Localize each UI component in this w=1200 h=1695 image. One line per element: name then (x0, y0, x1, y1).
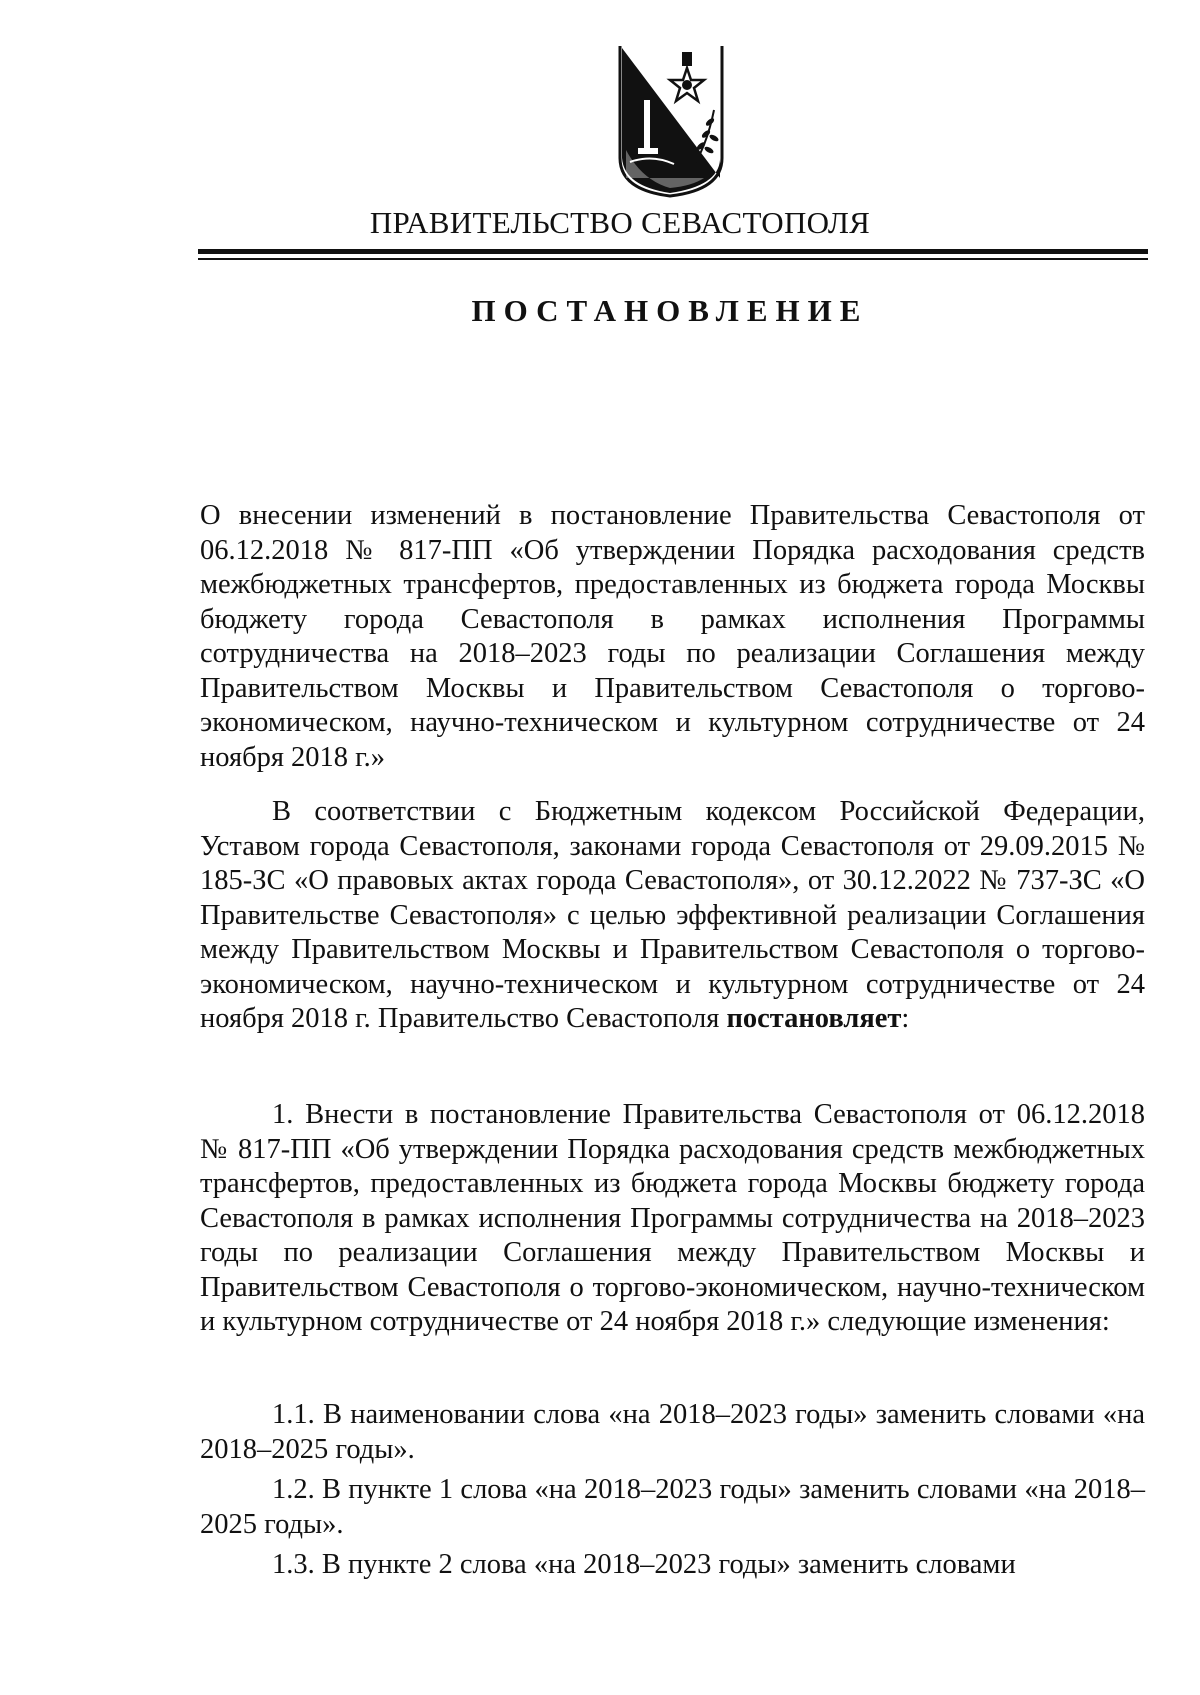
document-subject (200, 499, 1145, 775)
organization-name: ПРАВИТЕЛЬСТВО СЕВАСТОПОЛЯ (369, 205, 871, 240)
item-1-2-text: 1.2. В пункте 1 слова «на 2018–2023 годы» заменить словами «на 2018–2025 годы». (200, 1474, 1145, 1540)
item-1-text: 1. Внести в постановление Правительства Севастополя от 06.12.2018 № 817-ПП «Об утверждении Порядка расходования средств межбюджетных трансфертов, предоставленных из бюджета города Москвы бюджету города Севастополя в рамках исполнения Программы сотрудничества на 2018–2023 годы по реализации Соглашения между Правительством Москвы и Правительством Севастополя о торгово-экономическом, научно-техническом и культурном сотрудничестве от 24 ноября 2018 г.» следующие изменения: (200, 1099, 1145, 1337)
item-1-paragraph (200, 1098, 1145, 1340)
preamble-decree-word: постановляет (726, 1003, 902, 1034)
subject-text: О внесении изменений в постановление Правительства Севастополя от 06.12.2018 № 817-ПП «Об утверждении Порядка расходования средств межбюджетных трансфертов, предоставленных из бюджета города Москвы бюджету города Севастополя в рамках исполнения Программы сотрудничества на 2018–2023 годы по реализации Соглашения между Правительством Москвы и Правительством Севастополя о торгово-экономическом, научно-техническом и культурном сотрудничестве от 24 ноября 2018 г.» (200, 500, 1145, 773)
item-1-1-text: 1.1. В наименовании слова «на 2018–2023 годы» заменить словами «на 2018–2025 годы». (200, 1399, 1145, 1465)
coat-of-arms-icon (612, 40, 742, 198)
preamble-text-line (200, 795, 1145, 1037)
preamble-colon: : (901, 1003, 910, 1034)
preamble-text: В соответствии с Бюджетным кодексом Российской Федерации, Уставом города Севастополя, законами города Севастополя от 29.09.2015 № 185-ЗС «О правовых актах города Севастополя», от 30.12.2022 № 737-ЗС «О Правительстве Севастополя» с целью эффективной реализации Соглашения между Правительством Москвы и Правительством Севастополя о торгово-экономическом, научно-техническом и культурном сотрудничестве от 24 ноября 2018 г. Правительство Севастополя (200, 796, 1145, 1034)
document-type-title: ПОСТАНОВЛЕНИЕ (471, 293, 869, 328)
header-divider-thin (198, 258, 1148, 260)
item-1-3-text: 1.3. В пункте 2 слова «на 2018–2023 годы» заменить словами (272, 1549, 1016, 1580)
preamble-paragraph (200, 795, 1145, 1037)
header-divider-thick (198, 249, 1148, 254)
sub-items-list (200, 1398, 1145, 1589)
